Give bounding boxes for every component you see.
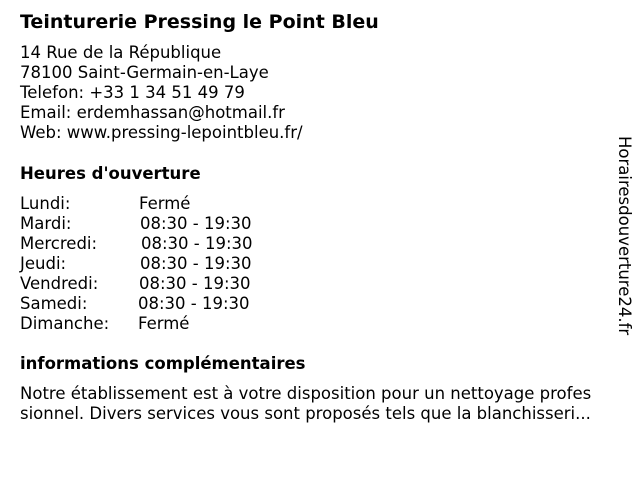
email-address[interactable]: Email: erdemhassan@hotmail.fr bbox=[20, 103, 285, 122]
day-label: Dimanche: bbox=[20, 314, 110, 333]
time-value: 08:30 - 19:30 bbox=[138, 294, 250, 313]
additional-info-heading: informations complémentaires bbox=[20, 354, 306, 373]
time-value: 08:30 - 19:30 bbox=[140, 254, 252, 273]
site-watermark bbox=[610, 136, 638, 346]
day-label: Lundi: bbox=[20, 194, 71, 213]
time-value: Fermé bbox=[139, 194, 191, 213]
day-label: Jeudi: bbox=[20, 254, 67, 273]
time-value: 08:30 - 19:30 bbox=[139, 274, 251, 293]
time-value: Fermé bbox=[138, 314, 190, 333]
contact-block bbox=[20, 43, 303, 143]
day-label: Samedi: bbox=[20, 294, 88, 313]
phone-number[interactable]: Telefon: +33 1 34 51 49 79 bbox=[20, 83, 245, 102]
address-city: 78100 Saint-Germain-en-Laye bbox=[20, 63, 269, 82]
site-watermark-text: Horairesdouverture24.fr bbox=[615, 136, 634, 336]
description-line: sionnel. Divers services vous sont proposés tels que la blanchisseri... bbox=[20, 404, 591, 423]
business-name: Teinturerie Pressing le Point Bleu bbox=[20, 11, 379, 33]
description-line: Notre établissement est à votre disposition pour un nettoyage profes bbox=[20, 384, 592, 403]
website-link[interactable]: Web: www.pressing-lepointbleu.fr/ bbox=[20, 123, 303, 142]
time-value: 08:30 - 19:30 bbox=[140, 214, 252, 233]
day-label: Vendredi: bbox=[20, 274, 99, 293]
day-label: Mardi: bbox=[20, 214, 72, 233]
day-label: Mercredi: bbox=[20, 234, 98, 253]
time-value: 08:30 - 19:30 bbox=[141, 234, 253, 253]
opening-hours-heading: Heures d'ouverture bbox=[20, 164, 201, 183]
address-street: 14 Rue de la République bbox=[20, 43, 222, 62]
additional-info-text bbox=[20, 384, 620, 424]
